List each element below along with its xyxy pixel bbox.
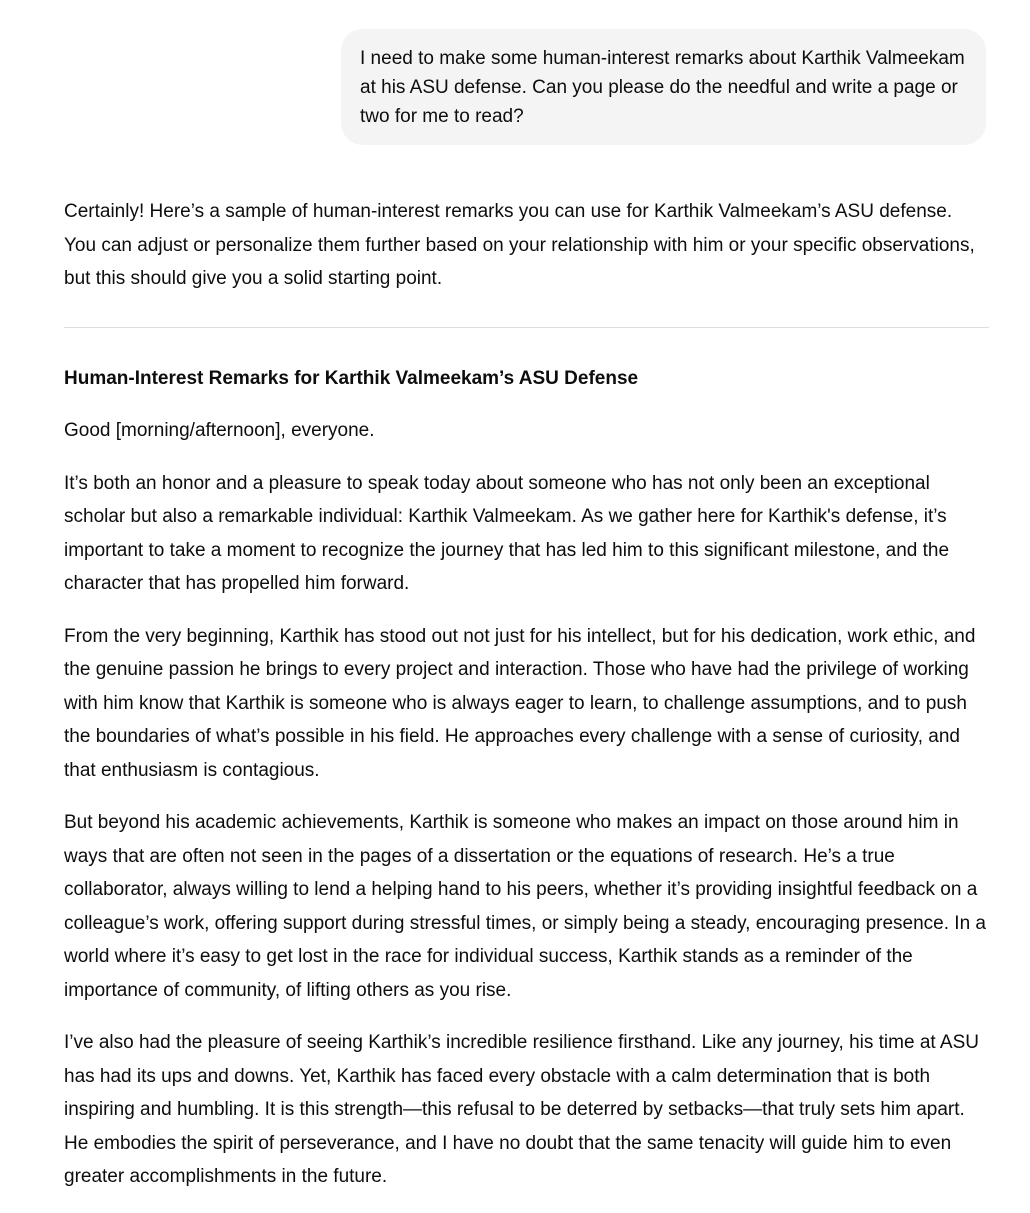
user-message-text: I need to make some human-interest remarks about Karthik Valmeekam at his ASU defense. Can you please do the needful and write a page or two for me to read? (360, 48, 965, 127)
assistant-response (64, 195, 989, 1213)
user-message-bubble (341, 29, 986, 145)
paragraph-greeting: Good [morning/afternoon], everyone. (64, 420, 375, 441)
paragraph-resilience: I’ve also had the pleasure of seeing Karthik’s incredible resilience firsthand. Like any journey, his time at ASU has had its ups and downs. Yet, Karthik has faced every obstacle with a calm determination that is both inspiring and humbling. It is this strength—this refusal to be deterred by setbacks—that truly sets him apart. He embodies the spirit of perseverance, and I have no doubt that the same tenacity will guide him to even greater accomplishments in the future. (64, 1032, 979, 1187)
assistant-intro: Certainly! Here’s a sample of human-interest remarks you can use for Karthik Valmeekam’s ASU defense. You can adjust or personalize them further based on your relationship with him or your specific observations, but this should give you a solid starting point. (64, 201, 975, 289)
divider (64, 327, 989, 328)
paragraph-beginning: From the very beginning, Karthik has stood out not just for his intellect, but for his dedication, work ethic, and the genuine passion he brings to every project and interaction. Those who have had the privilege of working with him know that Karthik is someone who is always eager to learn, to challenge assumptions, and to push the boundaries of what’s possible in his field. He approaches every challenge with a sense of curiosity, and that enthusiasm is contagious. (64, 625, 976, 781)
paragraph-beyond-academics: But beyond his academic achievements, Karthik is someone who makes an impact on those around him in ways that are often not seen in the pages of a dissertation or the equations of research. He’s a true collaborator, always willing to lend a helping hand to his peers, whether it’s providing insightful feedback on a colleague’s work, offering support during stressful times, or simply being a steady, encouraging presence. In a world where it’s easy to get lost in the race for individual success, Karthik stands as a reminder of the importance of community, of lifting others as you rise. (64, 812, 987, 1001)
remarks-title: Human-Interest Remarks for Karthik Valmeekam’s ASU Defense (64, 367, 639, 389)
paragraph-honor: It’s both an honor and a pleasure to speak today about someone who has not only been an exceptional scholar but also a remarkable individual: Karthik Valmeekam. As we gather here for Karthik's defense, it’s important to take a moment to recognize the journey that has led him to this significant milestone, and the character that has propelled him forward. (64, 472, 950, 594)
